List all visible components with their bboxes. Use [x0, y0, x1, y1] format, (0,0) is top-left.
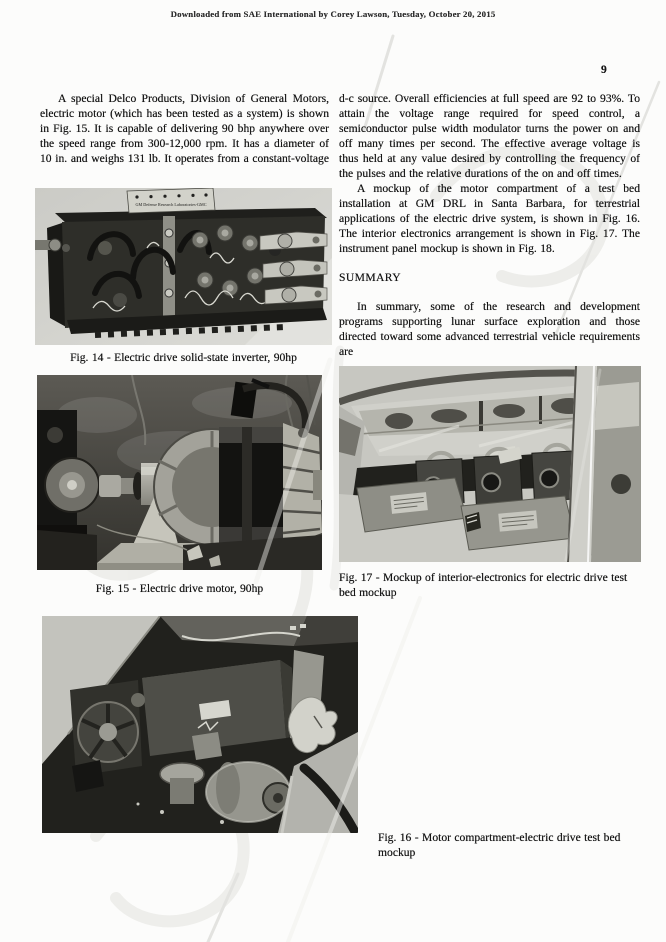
fig14-photo [35, 188, 332, 345]
fig14-caption: Fig. 14 - Electric drive solid-state inverter, 90hp [70, 351, 297, 364]
plate-text: GM Defense Research Laboratories-GMC [135, 202, 207, 207]
page-number: 9 [601, 64, 607, 76]
right-column-paragraph-2: A mockup of the motor compartment of a test bed installation at GM DRL in Santa Barbara, for terrestrial applications of the electric drive system, is shown in Fig. 16. The interior electronics arrangement is shown in Fig. 17. The instrument panel mockup is shown in Fig. 18. [339, 182, 640, 255]
electric-motor [154, 423, 322, 547]
fig17-photo [339, 366, 641, 562]
right-column-paragraph-3: In summary, some of the research and development programs supporting lunar surface exploration and those directed toward some advanced terrestrial vehicle requirements are [339, 300, 640, 358]
fig15-caption: Fig. 15 - Electric drive motor, 90hp [95, 582, 264, 595]
door-pillar [567, 366, 641, 562]
fig17-caption: Fig. 17 - Mockup of interior-electronics for electric drive test bed mockup [339, 571, 628, 599]
inverter-terminals [260, 232, 327, 304]
fig15-photo [37, 375, 322, 570]
fig16-caption: Fig. 16 - Motor compartment-electric drive test bed mockup [378, 831, 621, 859]
inverter-label-plate [127, 188, 215, 213]
summary-heading: SUMMARY [339, 271, 402, 284]
download-header: Downloaded from SAE International by Corey Lawson, Tuesday, October 20, 2015 [170, 9, 496, 19]
left-column-paragraph: A special Delco Products, Division of General Motors, electric motor (which has been tested as a system) is shown in Fig. 15. It is capable of delivering 90 bhp anywhere over the speed range from 300-12,000 rpm. It has a diameter of 10 in. and weighs 131 lb. It operates from a constant-voltage [40, 92, 329, 165]
right-column-paragraph-1: d-c source. Overall efficiencies at full speed are 92 to 93%. To attain the voltage range required for speed control, a semiconductor pulse width modulator turns the power on and off many times per second. The effective average voltage is thus held at any value desired by controlling the frequency of the pulses and the relative durations of the on and off times. [339, 92, 640, 180]
fig16-photo [42, 616, 358, 833]
